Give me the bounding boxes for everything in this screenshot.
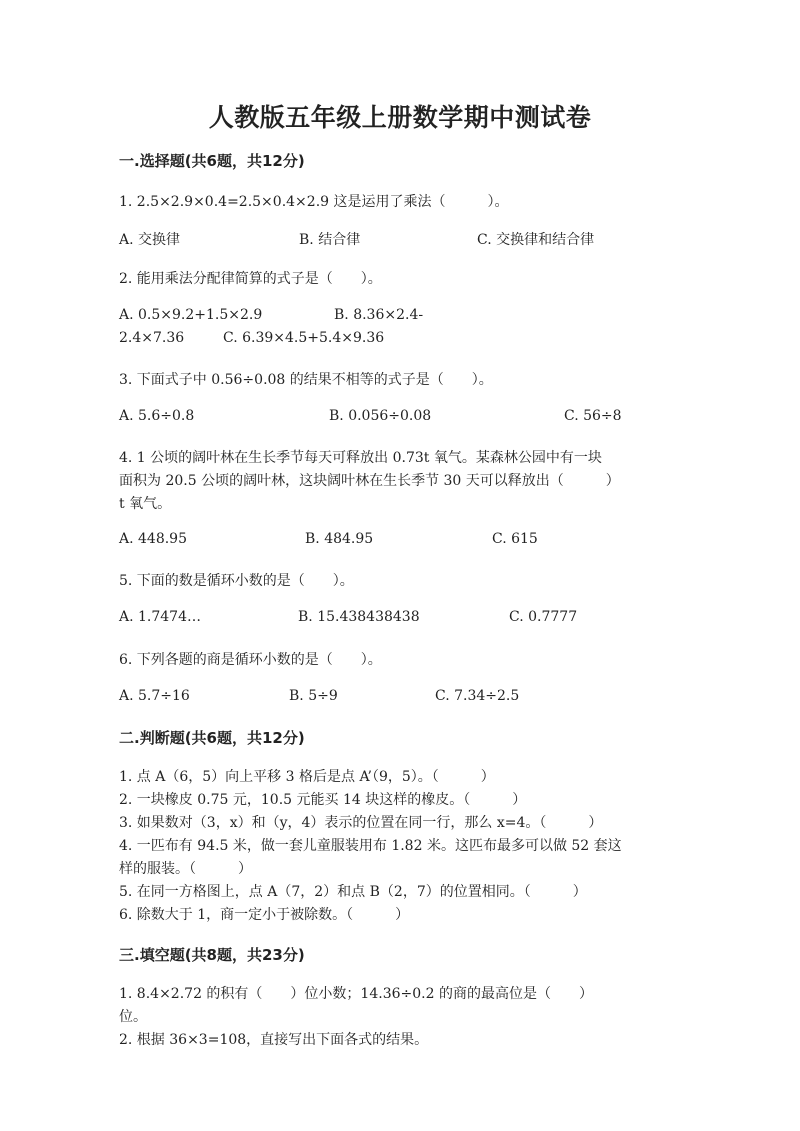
judge-item-3: 3. 如果数对（3，x）和（y，4）表示的位置在同一行，那么 x=4。（ ） — [119, 815, 603, 831]
judge-item-1: 1. 点 A（6，5）向上平移 3 格后是点 A’（9，5）。（ ） — [119, 769, 495, 785]
choice-q3-stem: 3. 下面式子中 0.56÷0.08 的结果不相等的式子是（ ）。 — [119, 372, 493, 388]
choice-q4-option-a: A. 448.95 — [119, 531, 187, 547]
fill-item-2: 2. 根据 36×3=108，直接写出下面各式的结果。 — [119, 1032, 429, 1048]
choice-q4-stem-line2: 面积为 20.5 公顷的阔叶林，这块阔叶林在生长季节 30 天可以释放出（ ） — [119, 473, 620, 489]
judge-item-4-line1: 4. 一匹布有 94.5 米，做一套儿童服装用布 1.82 米。这匹布最多可以做 52 套这 — [119, 838, 622, 854]
choice-q6-stem: 6. 下列各题的商是循环小数的是（ ）。 — [119, 652, 382, 668]
page-title: 人教版五年级上册数学期中测试卷 — [208, 103, 592, 132]
choice-q4-stem-line3: t 氧气。 — [119, 496, 172, 512]
choice-q2-option-b: B. 8.36×2.4- — [334, 307, 424, 323]
choice-q2-option-c: C. 6.39×4.5+5.4×9.36 — [223, 330, 385, 346]
fill-item-1-line2: 位。 — [119, 1009, 147, 1025]
choice-q5-option-a: A. 1.7474… — [119, 609, 201, 625]
choice-q1-option-a: A. 交换律 — [119, 232, 181, 248]
choice-q6-option-a: A. 5.7÷16 — [119, 688, 190, 704]
choice-q3-option-b: B. 0.056÷0.08 — [329, 408, 432, 424]
choice-q6-option-b: B. 5÷9 — [289, 688, 338, 704]
choice-q1-option-b: B. 结合律 — [299, 232, 361, 248]
choice-q5-option-b: B. 15.438438438 — [298, 609, 420, 625]
judge-item-6: 6. 除数大于 1，商一定小于被除数。（ ） — [119, 907, 410, 923]
judge-item-5: 5. 在同一方格图上，点 A（7，2）和点 B（2，7）的位置相同。（ ） — [119, 884, 587, 900]
choice-q2-option-a: A. 0.5×9.2+1.5×2.9 — [119, 307, 263, 323]
section-heading-fill: 三.填空题(共8题，共23分) — [119, 946, 305, 964]
choice-q4-stem-line1: 4. 1 公顷的阔叶林在生长季节每天可释放出 0.73t 氧气。某森林公园中有一块 — [119, 450, 602, 466]
choice-q4-option-c: C. 615 — [492, 531, 538, 547]
choice-q6-option-c: C. 7.34÷2.5 — [435, 688, 520, 704]
choice-q3-option-a: A. 5.6÷0.8 — [119, 408, 195, 424]
choice-q1-stem: 1. 2.5×2.9×0.4=2.5×0.4×2.9 这是运用了乘法（ ）。 — [119, 194, 509, 210]
choice-q4-option-b: B. 484.95 — [305, 531, 374, 547]
section-heading-choice: 一.选择题(共6题，共12分) — [119, 152, 305, 170]
choice-q5-stem: 5. 下面的数是循环小数的是（ ）。 — [119, 573, 354, 589]
choice-q2-option-b-cont: 2.4×7.36 — [119, 330, 185, 346]
choice-q2-stem: 2. 能用乘法分配律简算的式子是（ ）。 — [119, 271, 382, 287]
choice-q3-option-c: C. 56÷8 — [564, 408, 622, 424]
judge-item-2: 2. 一块橡皮 0.75 元，10.5 元能买 14 块这样的橡皮。（ ） — [119, 792, 527, 808]
section-heading-judge: 二.判断题(共6题，共12分) — [119, 729, 305, 747]
choice-q1-option-c: C. 交换律和结合律 — [477, 232, 595, 248]
choice-q5-option-c: C. 0.7777 — [509, 609, 578, 625]
fill-item-1-line1: 1. 8.4×2.72 的积有（ ）位小数；14.36÷0.2 的商的最高位是（ ） — [119, 986, 593, 1002]
judge-item-4-line2: 样的服装。（ ） — [119, 861, 252, 877]
